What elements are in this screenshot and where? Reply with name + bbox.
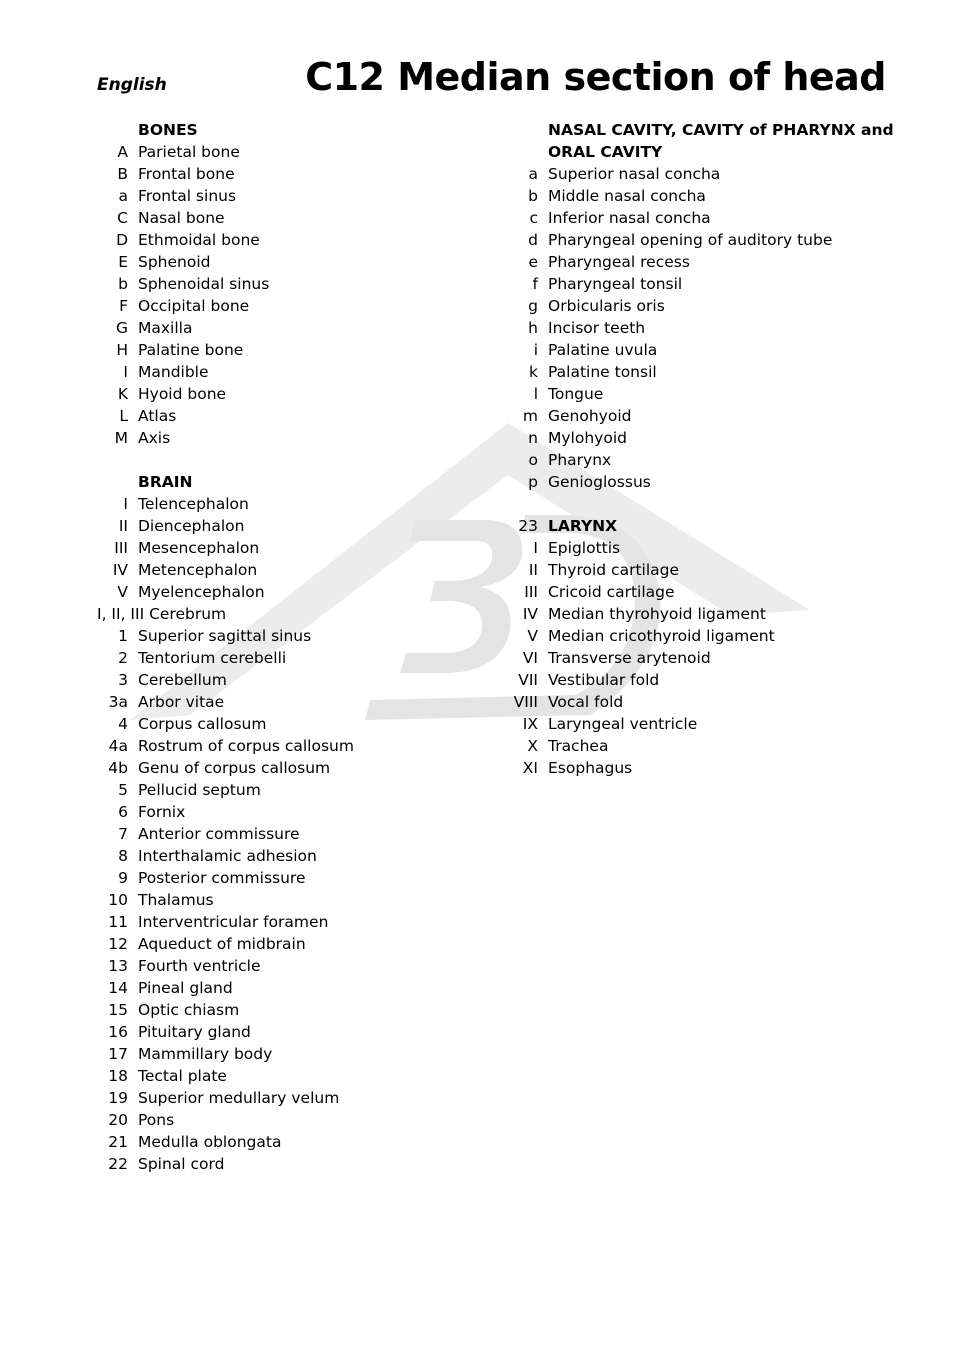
legend-key: H [116,341,128,359]
legend-key: d [528,231,538,249]
legend-key: c [529,209,538,227]
legend-key: VII [518,671,538,689]
legend-label: Frontal sinus [138,187,237,205]
list-item [94,955,454,977]
list-item [94,317,454,339]
legend-label: Mammillary body [138,1045,273,1063]
list-item [94,515,454,537]
legend-key: 1 [118,627,128,645]
legend-key: 4a [108,737,128,755]
legend-label: Vestibular fold [548,671,660,689]
list-item [94,735,454,757]
list-item [94,207,454,229]
legend-key: 3a [108,693,128,711]
legend-label: Mesencephalon [138,539,260,557]
legend-label: Myelencephalon [138,583,265,601]
legend-key: III [524,583,538,601]
brain-list [94,493,454,603]
legend-label: Palatine bone [138,341,244,359]
legend-label: Aqueduct of midbrain [138,935,306,953]
legend-key: B [117,165,128,183]
list-item [94,1043,454,1065]
legend-label: Arbor vitae [138,693,225,711]
legend-label: Esophagus [548,759,633,777]
list-item [94,933,454,955]
legend-key: h [528,319,538,337]
section-heading-nasal [500,119,894,141]
legend-key: 15 [108,1001,128,1019]
list-item [94,779,454,801]
legend-label: Tentorium cerebelli [138,649,287,667]
legend-label: Trachea [548,737,609,755]
legend-label: Vocal fold [548,693,624,711]
legend-label: Fourth ventricle [138,957,261,975]
legend-label: Tongue [548,385,604,403]
section-heading-label: NASAL CAVITY, CAVITY of PHARYNX and [548,121,894,139]
legend-label: Cerebellum [138,671,227,689]
legend-key: 16 [108,1023,128,1041]
legend-label: Metencephalon [138,561,258,579]
legend-label: Palatine tonsil [548,363,657,381]
list-item [500,559,890,581]
list-item [94,801,454,823]
list-item [94,383,454,405]
legend-key: II [118,517,128,535]
list-item [500,185,890,207]
legend-label: Palatine uvula [548,341,658,359]
legend-label: Rostrum of corpus callosum [138,737,354,755]
list-item [500,581,890,603]
legend-key: IV [522,605,538,623]
list-item [94,977,454,999]
list-item [94,889,454,911]
legend-label: Medulla oblongata [138,1133,282,1151]
legend-label: Laryngeal ventricle [548,715,698,733]
legend-label: Genioglossus [548,473,651,491]
list-item [500,603,890,625]
legend-label: Nasal bone [138,209,225,227]
list-item [94,823,454,845]
section-heading-larynx [500,515,890,537]
legend-key: F [119,297,128,315]
list-item [94,1109,454,1131]
legend-label: Telencephalon [138,495,249,513]
legend-label: Pharyngeal tonsil [548,275,683,293]
legend-label: Spinal cord [138,1155,225,1173]
legend-key: IV [112,561,128,579]
legend-label: Atlas [138,407,177,425]
list-item [94,911,454,933]
legend-key: k [529,363,538,381]
legend-label: Superior nasal concha [548,165,721,183]
legend-label: Mandible [138,363,209,381]
legend-label: Frontal bone [138,165,235,183]
legend-key: I [123,363,128,381]
legend-key: I [533,539,538,557]
legend-key: I [123,495,128,513]
section-heading-label: LARYNX [548,517,618,535]
legend-label: Axis [138,429,171,447]
list-item [500,339,890,361]
legend-label: Tectal plate [138,1067,227,1085]
legend-label: Thyroid cartilage [548,561,680,579]
list-item [500,405,890,427]
list-item [500,647,890,669]
list-item [500,537,890,559]
list-item [500,735,890,757]
list-item [94,757,454,779]
legend-label: Superior medullary velum [138,1089,340,1107]
list-item [500,427,890,449]
list-item [500,229,890,251]
list-item [500,163,890,185]
legend-label: Sphenoidal sinus [138,275,270,293]
list-item [94,691,454,713]
legend-key: o [528,451,538,469]
legend-key: 20 [108,1111,128,1129]
list-item [94,1153,454,1175]
legend-key: 9 [118,869,128,887]
list-item [94,251,454,273]
legend-key: 12 [108,935,128,953]
legend-key: 17 [108,1045,128,1063]
legend-key: 18 [108,1067,128,1085]
list-item [94,1065,454,1087]
list-item [94,273,454,295]
legend-key: L [119,407,128,425]
legend-key: 4 [118,715,128,733]
list-item [500,317,890,339]
legend-label: Pineal gland [138,979,233,997]
legend-label: Transverse arytenoid [548,649,711,667]
legend-key: 23 [518,517,538,535]
legend-label: Pharyngeal opening of auditory tube [548,231,833,249]
list-item [94,405,454,427]
legend-label: Hyoid bone [138,385,227,403]
legend-key: 11 [108,913,128,931]
legend-key: 4b [108,759,128,777]
list-item [500,295,890,317]
list-item [94,713,454,735]
legend-label: Maxilla [138,319,193,337]
legend-key: 22 [108,1155,128,1173]
legend-key: l [533,385,538,403]
list-item [500,625,890,647]
list-item [94,185,454,207]
cerebrum-combo-label: I, II, III Cerebrum [97,605,227,623]
legend-key: 7 [118,825,128,843]
list-item [500,669,890,691]
section-heading-nasal-line2 [500,141,890,163]
legend-key: 19 [108,1089,128,1107]
list-item [94,427,454,449]
nasal-list [500,163,890,493]
legend-label: Incisor teeth [548,319,646,337]
list-item [94,229,454,251]
list-item [94,1021,454,1043]
legend-label: Median cricothyroid ligament [548,627,775,645]
list-item [94,559,454,581]
legend-key: V [117,583,128,601]
legend-key: V [527,627,538,645]
list-item [94,999,454,1021]
legend-key: XI [522,759,538,777]
page-title: C12 Median section of head [305,55,886,99]
list-item [500,273,890,295]
legend-key: X [527,737,538,755]
legend-key: 5 [118,781,128,799]
list-item [94,295,454,317]
legend-label: Interventricular foramen [138,913,329,931]
legend-label: Pituitary gland [138,1023,251,1041]
legend-label: Pharynx [548,451,612,469]
list-item [500,713,890,735]
legend-key: M [114,429,128,447]
legend-key: III [114,539,128,557]
legend-key: 8 [118,847,128,865]
legend-label: Thalamus [138,891,214,909]
brain-structures-list [94,625,454,1175]
legend-key: e [528,253,538,271]
list-item [500,361,890,383]
legend-key: 6 [118,803,128,821]
legend-key: p [528,473,538,491]
legend-label: Genohyoid [548,407,632,425]
section-heading-bones [94,119,454,141]
legend-key: 3 [118,671,128,689]
list-item [94,537,454,559]
legend-label: Pons [138,1111,175,1129]
legend-label: Cricoid cartilage [548,583,675,601]
legend-label: Ethmoidal bone [138,231,260,249]
list-item [94,647,454,669]
section-heading-brain [94,471,454,493]
legend-label: Sphenoid [138,253,211,271]
language-label: English [97,75,167,95]
section-heading-label: BONES [138,121,198,139]
list-item [94,669,454,691]
list-item [500,383,890,405]
bones-list [94,141,454,449]
list-item [94,625,454,647]
legend-key: D [116,231,128,249]
left-column [94,119,454,1175]
legend-label: Posterior commissure [138,869,306,887]
list-item [94,493,454,515]
list-item [94,163,454,185]
list-item [94,339,454,361]
legend-key: 10 [108,891,128,909]
list-item [500,449,890,471]
legend-label: Occipital bone [138,297,250,315]
legend-key: b [528,187,538,205]
legend-key: IX [522,715,538,733]
legend-label: Fornix [138,803,186,821]
list-item [94,141,454,163]
list-item [500,691,890,713]
legend-label: Orbicularis oris [548,297,665,315]
legend-key: E [118,253,128,271]
legend-key: VI [522,649,538,667]
legend-key: A [117,143,128,161]
legend-label: Corpus callosum [138,715,267,733]
legend-key: n [528,429,538,447]
legend-key: 14 [108,979,128,997]
legend-key: II [528,561,538,579]
legend-key: i [533,341,538,359]
legend-key: a [528,165,538,183]
legend-key: K [117,385,128,403]
list-item [500,207,890,229]
legend-label: Superior sagittal sinus [138,627,312,645]
legend-label: Optic chiasm [138,1001,240,1019]
legend-label: Genu of corpus callosum [138,759,331,777]
list-item [94,1087,454,1109]
section-heading-label: ORAL CAVITY [548,143,663,161]
list-item [500,251,890,273]
legend-key: f [532,275,538,293]
larynx-list [500,537,890,779]
legend-label: Anterior commissure [138,825,300,843]
legend-label: Parietal bone [138,143,240,161]
legend-label: Mylohyoid [548,429,627,447]
legend-label: Epiglottis [548,539,621,557]
section-heading-label: BRAIN [138,473,193,491]
legend-label: Pellucid septum [138,781,261,799]
list-item [94,845,454,867]
list-item [500,757,890,779]
legend-key: a [118,187,128,205]
legend-key: C [117,209,128,227]
legend-label: Middle nasal concha [548,187,706,205]
legend-label: Inferior nasal concha [548,209,711,227]
legend-label: Interthalamic adhesion [138,847,317,865]
legend-label: Pharyngeal recess [548,253,690,271]
list-item [94,581,454,603]
legend-key: 2 [118,649,128,667]
legend-key: G [115,319,128,337]
legend-key: m [522,407,538,425]
list-item [94,361,454,383]
list-item [500,471,890,493]
legend-key: 21 [108,1133,128,1151]
legend-key: b [118,275,128,293]
legend-key: 13 [108,957,128,975]
list-item [94,867,454,889]
legend-label: Diencephalon [138,517,245,535]
list-item [94,1131,454,1153]
legend-key: VIII [513,693,538,711]
legend-key: g [528,297,538,315]
legend-label: Median thyrohyoid ligament [548,605,766,623]
right-column [500,119,894,779]
